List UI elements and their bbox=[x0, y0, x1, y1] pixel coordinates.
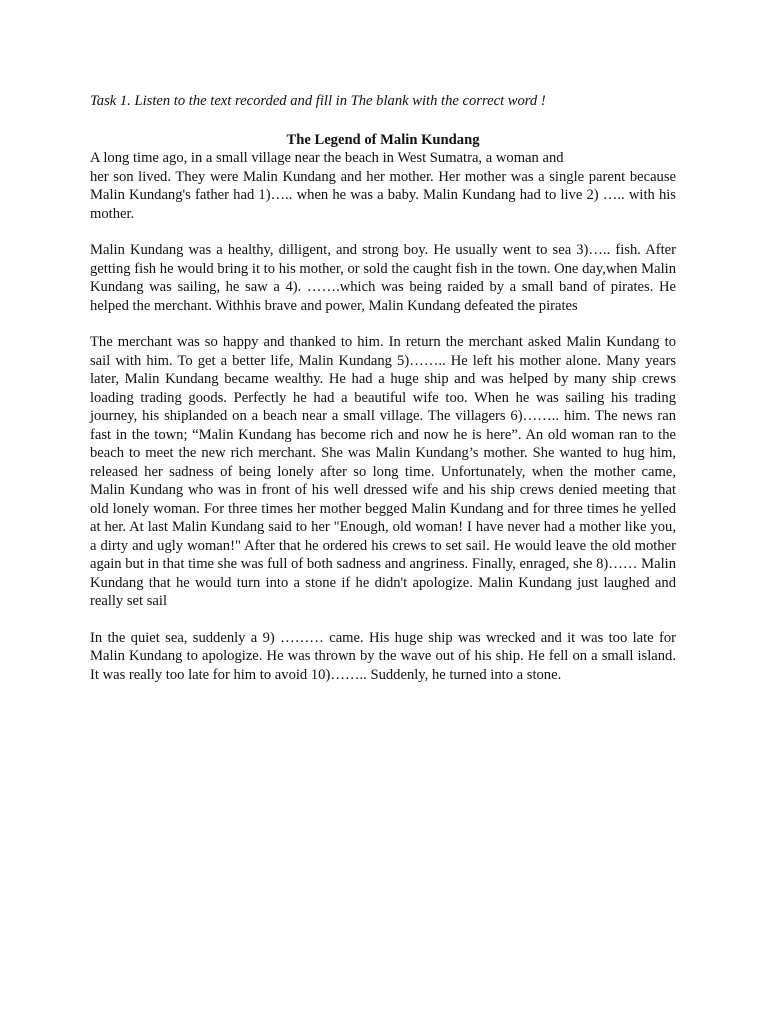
story-title: The Legend of Malin Kundang bbox=[286, 131, 480, 148]
document-body bbox=[90, 92, 676, 702]
paragraph-1-text: her son lived. They were Malin Kundang and her mother. Her mother was a single parent because Malin Kundang's father had 1)….. when he was a baby. Malin Kundang had to live 2) ….. with his mother. bbox=[90, 168, 676, 222]
task-instruction: Task 1. Listen to the text recorded and fill in The blank with the correct word ! bbox=[90, 93, 546, 109]
paragraph-1 bbox=[90, 149, 676, 223]
paragraph-1-first-line: A long time ago, in a small village near the beach in West Sumatra, a woman and bbox=[90, 150, 564, 166]
paragraph-4: In the quiet sea, suddenly a 9) ……… came. His huge ship was wrecked and it was too late for Malin Kundang to apologize. He was thrown by the wave out of his ship. He fell on a small island. It was really too late for him to avoid 10)…….. Suddenly, he turned into a stone. bbox=[90, 629, 676, 683]
paragraph-2: Malin Kundang was a healthy, dilligent, and strong boy. He usually went to sea 3)….. fish. After getting fish he would bring it to his mother, or sold the caught fish in the town. One day,when Malin Kundang was sailing, he saw a 4). …….which was being raided by a small band of pirates. He helped the merchant. Withhis brave and power, Malin Kundang defeated the pirates bbox=[90, 242, 676, 314]
paragraph-3: The merchant was so happy and thanked to him. In return the merchant asked Malin Kundang to sail with him. To get a better life, Malin Kundang 5)…….. He left his mother alone. Many years later, Malin Kundang became wealthy. He had a huge ship and was helped by many ship crews loading trading goods. Perfectly he had a beautiful wife too. When he was sailing his trading journey, his shiplanded on a beach near a small village. The villagers 6)…….. him. The news ran fast in the town; “Malin Kundang has become rich and now he is here”. An old woman ran to the beach to meet the new rich merchant. She was Malin Kundang’s mother. She wanted to hug him, released her sadness of being lonely after so long time. Unfortunately, when the mother came, Malin Kundang who was in front of his well dressed wife and his ship crews denied meeting that old lonely woman. For three times her mother begged Malin Kundang and for three times he yelled at her. At last Malin Kundang said to her "Enough, old woman! I have never had a mother like you, a dirty and ugly woman!" After that he ordered his crews to set sail. He would leave the old mother again but in that time she was full of both sadness and angriness. Finally, enraged, she 8)…… Malin Kundang that he would turn into a stone if he didn't apologize. Malin Kundang just laughed and really set sail bbox=[90, 334, 676, 609]
